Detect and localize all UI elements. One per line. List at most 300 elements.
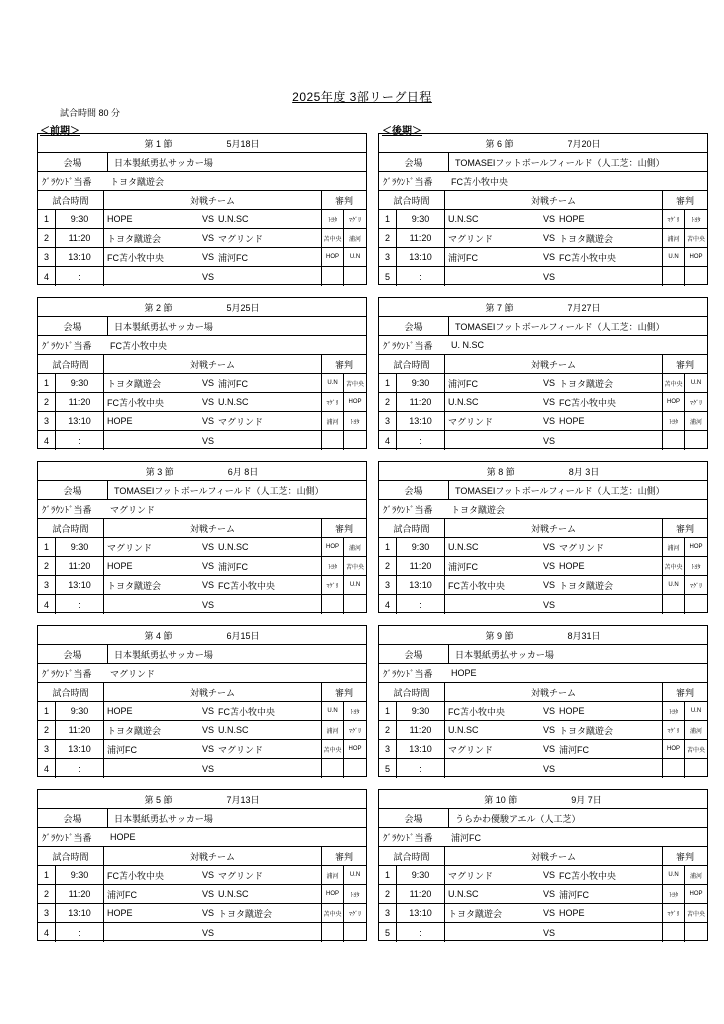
venue-label: 会場 [379,809,449,827]
vs-label: VS [543,561,556,571]
home-team: HOPE [107,706,133,716]
duty-label: ｸﾞﾗｳﾝﾄﾞ当番 [42,504,92,515]
referee-2: 苫中央 [686,236,705,243]
referee-1 [322,595,344,614]
section-date: 6月15日 [226,630,260,641]
match-row [379,576,707,595]
duty-value: マグリンド [110,504,156,515]
match-teams [445,721,663,739]
home-team: マグリンド [107,542,153,553]
duty-value: マグリンド [110,668,156,679]
time-header: 試合時間 [38,355,104,373]
match-teams [104,229,322,247]
away-team: U.N.SC [218,889,249,899]
match-number: 1 [379,374,397,392]
home-team: 浦河FC [448,378,478,389]
kickoff-time: 9:30 [56,702,104,720]
time-header: 試合時間 [38,847,104,865]
referee-1: HOP [663,740,685,758]
home-team: 浦河FC [448,252,478,263]
vs-label: VS [543,927,556,938]
match-row [379,431,707,450]
referee-1: ﾄﾖﾀ [663,885,685,903]
time-header: 試合時間 [38,683,104,701]
section-date: 9月 7日 [571,794,602,805]
kickoff-time: 11:20 [397,721,445,739]
venue-row [38,809,366,828]
referee-2: 苫中央 [686,911,705,918]
match-number: 5 [379,267,397,286]
match-row [38,538,366,557]
away-team: HOPE [559,561,585,571]
duty-label: ｸﾞﾗｳﾝﾄﾞ当番 [383,176,433,187]
kickoff-time: 9:30 [397,210,445,228]
referee-2: U.N [690,708,702,714]
vs-label: VS [202,763,215,774]
referee-1: ﾄﾖﾀ [322,557,344,575]
section-header [38,626,366,645]
match-teams [104,702,322,720]
away-team: マグリンド [218,870,264,881]
referee-2: 苫中央 [345,564,364,571]
away-team: マグリンド [218,744,264,755]
match-row [379,740,707,759]
vs-label: VS [543,252,556,262]
match-row [38,866,366,885]
match-row [38,885,366,904]
match-number: 4 [38,759,56,778]
away-team: 浦河FC [218,252,248,263]
referee-2: 浦河 [689,873,702,880]
match-teams [104,248,322,266]
home-team: HOPE [107,214,133,224]
section-header [379,298,707,317]
venue-label: 会場 [38,481,108,499]
match-teams [104,393,322,411]
referee-header: 審判 [334,851,353,862]
match-row [38,759,366,778]
match-teams [445,393,663,411]
kickoff-time: 13:10 [397,740,445,758]
venue-row [379,153,707,172]
referee-2: HOP [348,746,362,752]
kickoff-time: 13:10 [397,412,445,430]
home-team: トヨタ蹴遊会 [448,908,503,919]
section-card [378,133,708,285]
match-number: 3 [38,576,56,594]
match-row [379,210,707,229]
referee-header: 審判 [675,195,694,206]
duty-value: トヨタ蹴遊会 [451,504,506,515]
referee-1: 浦河 [663,538,685,556]
vs-label: VS [202,378,215,388]
home-team: U.N.SC [448,889,479,899]
section-header [38,298,366,317]
duty-row [38,500,366,519]
referee-2 [344,595,366,614]
match-teams [445,866,663,884]
kickoff-time: 11:20 [56,393,104,411]
referee-1: U.N [322,374,344,392]
venue-value: 日本製紙勇払サッカー場 [114,157,213,168]
match-teams [445,248,663,266]
duty-value: HOPE [451,668,477,678]
referee-2 [685,759,707,778]
section-date: 7月27日 [567,302,601,313]
vs-label: VS [543,706,556,716]
kickoff-time: 13:10 [56,576,104,594]
match-row [38,576,366,595]
match-teams [104,885,322,903]
match-number: 5 [379,759,397,778]
match-teams [445,740,663,758]
match-teams [104,721,322,739]
match-row [38,721,366,740]
duty-label: ｸﾞﾗｳﾝﾄﾞ当番 [42,668,92,679]
kickoff-time: 9:30 [56,866,104,884]
duty-row [38,172,366,191]
referee-1: 浦河 [322,721,344,739]
vs-label: VS [202,580,215,590]
section-date: 5月25日 [226,302,260,313]
referee-1: 苫中央 [663,557,685,575]
referee-2: 浦河 [348,545,361,552]
referee-1 [663,595,685,614]
home-team: U.N.SC [448,214,479,224]
match-teams [445,538,663,556]
teams-header: 対戦チーム [104,519,322,537]
section-label: 第 5 節 [144,794,173,805]
match-teams [104,759,322,778]
venue-row [38,317,366,336]
match-number: 1 [379,210,397,228]
kickoff-time: : [56,431,104,450]
away-team: FC苫小牧中央 [218,706,275,717]
kickoff-time: : [56,267,104,286]
duty-label: ｸﾞﾗｳﾝﾄﾞ当番 [383,832,433,843]
referee-2: ﾄﾖﾀ [691,217,701,224]
venue-row [379,645,707,664]
match-number: 2 [38,885,56,903]
section-label: 第 6 節 [485,138,514,149]
referee-2: HOP [689,254,703,260]
match-row [38,210,366,229]
vs-label: VS [543,271,556,282]
match-number: 4 [38,267,56,286]
home-team: マグリンド [448,870,494,881]
teams-header: 対戦チーム [445,355,663,373]
venue-value: TOMASEIフットボールフィールド（人工芝：山側） [455,321,665,332]
time-header: 試合時間 [38,191,104,209]
vs-label: VS [543,599,556,610]
section-date: 8月 3日 [568,466,600,477]
vs-label: VS [202,271,215,282]
kickoff-time: 13:10 [397,248,445,266]
away-team: 浦河FC [559,744,589,755]
section-header [379,134,707,153]
section-date: 5月18日 [226,138,260,149]
match-number: 4 [38,595,56,614]
vs-label: VS [543,763,556,774]
away-team: 浦河FC [218,378,248,389]
venue-row [38,153,366,172]
referee-2: ﾄﾖﾀ [350,709,360,716]
section-date: 6月 8日 [227,466,259,477]
match-teams [104,210,322,228]
kickoff-time: 13:10 [397,904,445,922]
home-team: FC苫小牧中央 [448,580,505,591]
home-team: マグリンド [448,744,494,755]
vs-label: VS [202,252,215,262]
match-row [379,538,707,557]
vs-label: VS [543,580,556,590]
table-header-row [379,519,707,538]
venue-label: 会場 [379,317,449,335]
teams-header: 対戦チーム [445,519,663,537]
page-title: 2025年度 3部リーグ日程 [292,90,432,104]
section-card [378,789,708,941]
venue-label: 会場 [379,645,449,663]
match-time-note: 試合時間 80 分 [60,108,121,118]
duty-row [38,664,366,683]
away-team: トヨタ蹴遊会 [559,233,614,244]
venue-label: 会場 [38,809,108,827]
kickoff-time: 11:20 [397,557,445,575]
time-header: 試合時間 [379,355,445,373]
home-team: FC苫小牧中央 [107,252,164,263]
first-half-label: ＜前期＞ [40,126,80,137]
match-number: 4 [38,923,56,942]
referee-2 [344,267,366,286]
vs-label: VS [202,599,215,610]
venue-label: 会場 [379,481,449,499]
match-row [38,267,366,286]
section-date: 7月13日 [226,794,260,805]
referee-2: HOP [348,399,362,405]
match-number: 2 [38,393,56,411]
vs-label: VS [202,214,215,224]
vs-label: VS [202,542,215,552]
venue-value: 日本製紙勇払サッカー場 [114,321,213,332]
kickoff-time: 9:30 [397,702,445,720]
second-half-column [378,133,708,953]
referee-1: ﾏｸﾞﾘ [322,576,344,594]
match-teams [445,904,663,922]
match-teams [104,595,322,614]
referee-header: 審判 [334,523,353,534]
venue-label: 会場 [38,317,108,335]
vs-label: VS [202,889,215,899]
vs-label: VS [202,744,215,754]
referee-1: 浦河 [322,412,344,430]
vs-label: VS [202,927,215,938]
duty-row [379,500,707,519]
home-team: FC苫小牧中央 [107,397,164,408]
match-number: 2 [38,721,56,739]
referee-2: 苫中央 [686,747,705,754]
section-card [37,133,367,285]
away-team: マグリンド [218,233,264,244]
referee-1: HOP [663,393,685,411]
match-teams [104,412,322,430]
section-label: 第 1 節 [144,138,173,149]
match-number: 3 [379,248,397,266]
away-team: トヨタ蹴遊会 [559,580,614,591]
table-header-row [38,847,366,866]
section-date: 7月20日 [567,138,601,149]
match-row [379,267,707,286]
referee-2 [685,431,707,450]
venue-label: 会場 [38,645,108,663]
section-header [38,790,366,809]
match-teams [445,595,663,614]
duty-row [379,828,707,847]
duty-value: U. N.SC [451,340,485,350]
match-number: 3 [379,904,397,922]
away-team: HOPE [559,908,585,918]
match-teams [445,885,663,903]
vs-label: VS [202,706,215,716]
referee-1 [663,267,685,286]
section-label: 第 2 節 [144,302,173,313]
time-header: 試合時間 [379,683,445,701]
match-number: 2 [38,557,56,575]
duty-value: 浦河FC [451,832,481,843]
away-team: U.N.SC [218,542,249,552]
kickoff-time: 13:10 [56,412,104,430]
home-team: U.N.SC [448,725,479,735]
referee-1: ﾏｸﾞﾘ [663,721,685,739]
away-team: FC苫小牧中央 [559,252,616,263]
referee-1: ﾄﾖﾀ [322,210,344,228]
table-header-row [379,847,707,866]
referee-header: 審判 [675,359,694,370]
kickoff-time: : [397,595,445,614]
home-team: トヨタ蹴遊会 [107,580,162,591]
match-teams [445,374,663,392]
table-header-row [38,355,366,374]
referee-2: 浦河 [689,419,702,426]
table-header-row [38,191,366,210]
section-header [38,134,366,153]
referee-header: 審判 [334,359,353,370]
match-teams [445,431,663,450]
match-teams [445,557,663,575]
referee-header: 審判 [675,687,694,698]
referee-2 [685,595,707,614]
table-header-row [38,519,366,538]
referee-2: U.N [349,254,361,260]
referee-1: 苫中央 [663,374,685,392]
match-number: 4 [379,595,397,614]
section-date: 8月31日 [567,630,601,641]
referee-2: ﾏｸﾞﾘ [348,728,361,735]
referee-1 [322,431,344,450]
referee-1: HOP [322,248,344,266]
kickoff-time: : [397,923,445,942]
vs-label: VS [202,416,215,426]
section-card [37,625,367,777]
vs-label: VS [543,870,556,880]
venue-value: 日本製紙勇払サッカー場 [114,813,213,824]
away-team: マグリンド [218,416,264,427]
venue-value: 日本製紙勇払サッカー場 [455,649,554,660]
duty-value: FC苫小牧中央 [451,176,508,187]
home-team: FC苫小牧中央 [448,706,505,717]
match-number: 3 [38,412,56,430]
match-number: 3 [38,740,56,758]
home-team: トヨタ蹴遊会 [107,725,162,736]
match-number: 2 [379,721,397,739]
referee-2: 苫中央 [345,381,364,388]
match-teams [104,576,322,594]
match-row [379,702,707,721]
referee-1: ﾄﾖﾀ [663,702,685,720]
match-number: 1 [379,538,397,556]
table-header-row [379,191,707,210]
referee-2: ﾄﾖﾀ [691,564,701,571]
vs-label: VS [202,435,215,446]
venue-value: TOMASEIフットボールフィールド（人工芝：山側） [114,485,324,496]
referee-1: 浦河 [663,229,685,247]
section-card [378,461,708,613]
time-header: 試合時間 [379,847,445,865]
kickoff-time: 9:30 [397,538,445,556]
venue-row [38,481,366,500]
match-number: 5 [379,923,397,942]
away-team: HOPE [559,416,585,426]
match-number: 1 [379,866,397,884]
referee-1 [322,267,344,286]
referee-1: 苫中央 [322,904,344,922]
match-teams [104,538,322,556]
vs-label: VS [543,725,556,735]
match-teams [104,740,322,758]
time-header: 試合時間 [379,519,445,537]
match-row [38,740,366,759]
teams-header: 対戦チーム [445,683,663,701]
section-label: 第 7 節 [485,302,514,313]
referee-header: 審判 [334,195,353,206]
referee-1: U.N [663,248,685,266]
match-number: 2 [379,393,397,411]
away-team: トヨタ蹴遊会 [559,378,614,389]
kickoff-time: 11:20 [56,721,104,739]
match-number: 1 [379,702,397,720]
kickoff-time: : [397,759,445,778]
match-row [379,393,707,412]
kickoff-time: 11:20 [397,229,445,247]
away-team: U.N.SC [218,397,249,407]
referee-header: 審判 [675,523,694,534]
section-card [37,789,367,941]
duty-value: トヨタ蹴遊会 [110,176,165,187]
match-teams [104,923,322,942]
match-number: 2 [379,885,397,903]
vs-label: VS [543,542,556,552]
section-label: 第 8 節 [486,466,515,477]
match-number: 3 [379,576,397,594]
home-team: HOPE [107,416,133,426]
away-team: 浦河FC [559,889,589,900]
venue-label: 会場 [379,153,449,171]
home-team: HOPE [107,908,133,918]
kickoff-time: 11:20 [56,229,104,247]
away-team: FC苫小牧中央 [559,870,616,881]
match-row [379,412,707,431]
vs-label: VS [202,908,215,918]
section-header [38,462,366,481]
